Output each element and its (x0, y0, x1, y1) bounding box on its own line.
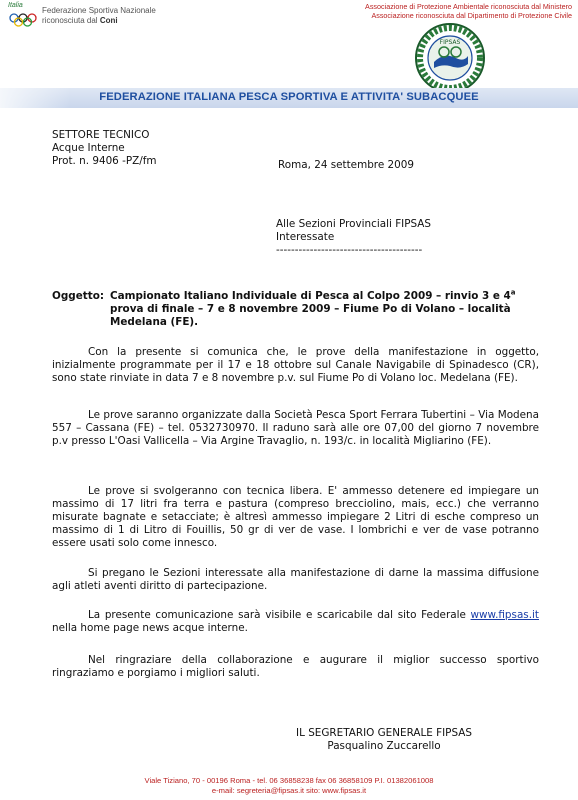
fipsas-emblem (414, 22, 486, 94)
sender-department: Acque Interne (52, 142, 125, 154)
association-notes (272, 2, 572, 20)
subject-label: Oggetto: (52, 290, 104, 302)
paragraph-website: La presente comunicazione sarà visibile e scaricabile dal sito Federale www.fipsas.it nella home page news acque interne. (52, 609, 539, 634)
recipient-underline: --------------------------------------- (276, 244, 423, 256)
footer-email-site: e-mail: segreteria@fipsas.it sito: www.fipsas.it (211, 785, 367, 795)
fipsas-website-link[interactable]: www.fipsas.it (470, 609, 539, 621)
emblem-label: FIPSAS (439, 39, 461, 46)
sender-block (52, 129, 157, 168)
recipient-block (276, 218, 431, 257)
paragraph-diffusion: Si pregano le Sezioni interessate alla manifestazione di darne la massima diffusione agli atleti aventi diritto di partecipazione. (52, 567, 539, 592)
recipient-line-2: Interessate (276, 231, 335, 243)
footer-address: Viale Tiziano, 70 - 00196 Roma - tel. 06 36858238 fax 06 36858109 P.I. 01382061008 (144, 776, 434, 785)
paragraph-rules: Le prove si svolgeranno con tecnica libera. E' ammesso detenere ed impiegare un massimo di 17 litri fra terra e pastura (compreso brecciolino, mais, ecc.) che verranno misurate bagnate e setacciate; è altresì ammesso impiegare 2 Litri di esche compreso un massimo di 1 di Litro di Fouillis, 50 gr di ver de vase. I lombrichi e ver de vase potranno essere usati solo come innesco. (52, 485, 539, 549)
paragraph-postponement: Con la presente si comunica che, le prove della manifestazione in oggetto, inizialmente programmate per il 17 e 18 ottobre sul Canale Navigabile di Spinadesco (CR), sono state rinviate in data 7 e 8 novembre p.v. sul Fiume Po di Volano loc. Medelana (FE). (52, 346, 539, 384)
coni-word: Coni (99, 15, 118, 25)
federation-title: FEDERAZIONE ITALIANA PESCA SPORTIVA E ATTIVITA' SUBACQUEE (99, 91, 479, 103)
signatory-title: IL SEGRETARIO GENERALE FIPSAS (296, 727, 472, 739)
protocol-number: Prot. n. 9406 -PZ/fm (52, 155, 157, 167)
signature-block (294, 727, 474, 753)
recipient-line-1: Alle Sezioni Provinciali FIPSAS (276, 218, 431, 230)
subject-text: Campionato Italiano Individuale di Pesca al Colpo 2009 – rinvio 3 e 4$^a$ prova di finale – 7 e 8 novembre 2009 – Fiume Po di Volano – località Medelana (FE). (110, 288, 516, 328)
signatory-name: Pasqualino Zuccarello (327, 740, 441, 752)
association-line-2: Associazione riconosciuta dal Dipartimento di Protezione Civile (371, 11, 572, 20)
subject-superscript: a (510, 288, 516, 297)
paragraph-closing: Nel ringraziare della collaborazione e augurare il miglior successo sportivo ringraziamo e porgiamo i migliori saluti. (52, 654, 539, 679)
footer-contacts (0, 776, 578, 795)
federation-line-2: riconosciuta dal Coni (42, 15, 118, 25)
sender-sector: SETTORE TECNICO (52, 129, 150, 141)
coni-rings-logo (8, 12, 38, 30)
paragraph-organization: Le prove saranno organizzate dalla Società Pesca Sport Ferrara Tubertini – Via Modena 557 – Cassana (FE) – tel. 0532730970. Il raduno sarà alle ore 07,00 del giorno 7 novembre p.v presso L'Oasi Vallicella – Via Argine Travaglio, n. 193/c. in località Migliarino (FE). (52, 409, 539, 447)
federation-name (42, 6, 156, 25)
association-line-1: Associazione di Protezione Ambientale riconosciuta dal Ministero (365, 2, 572, 11)
federation-line-1: Federazione Sportiva Nazionale (42, 6, 156, 15)
letter-date: Roma, 24 settembre 2009 (278, 159, 414, 171)
italia-wordmark: Italia (8, 2, 23, 9)
